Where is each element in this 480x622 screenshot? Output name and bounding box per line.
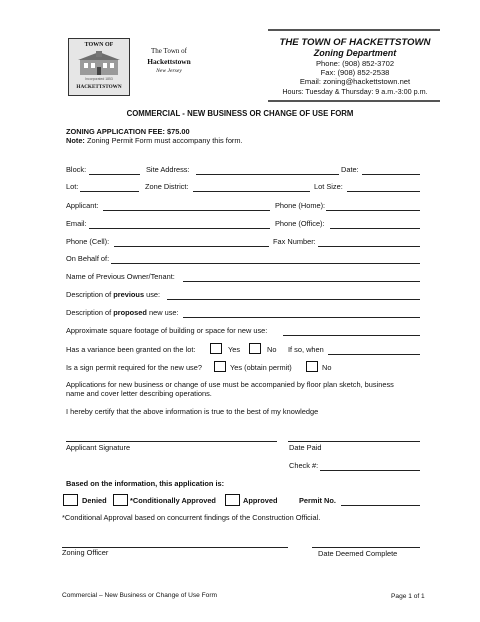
permit-number-field[interactable] (341, 505, 420, 506)
block-label: Block: (66, 165, 87, 174)
previous-use-label (66, 291, 160, 298)
proposed-use-bold: proposed (113, 308, 147, 317)
check-number-label: Check #: (289, 461, 319, 470)
phone-cell-label: Phone (Cell): (66, 237, 110, 246)
block-field[interactable] (89, 174, 140, 175)
square-footage-label: Approximate square footage of building or space for new use: (66, 326, 268, 335)
site-address-label: Site Address: (146, 165, 190, 174)
sign-yes-label: Yes (obtain permit) (230, 363, 292, 372)
proposed-use-pre: Description of (66, 308, 114, 317)
date-deemed-complete-field[interactable] (312, 547, 420, 548)
logo-line-2: Incorporated 1853 (85, 77, 113, 81)
application-fee: ZONING APPLICATION FEE: $75.00 (66, 127, 190, 136)
town-name-block (134, 47, 204, 74)
town-line-2: Hackettstown (147, 57, 191, 66)
previous-owner-field[interactable] (183, 281, 420, 282)
previous-use-pre: Description of (66, 290, 114, 299)
town-line-1: The Town of (151, 47, 187, 55)
phone-home-field[interactable] (326, 210, 420, 211)
variance-no-checkbox[interactable] (249, 343, 261, 354)
date-label: Date: (341, 165, 359, 174)
site-address-field[interactable] (196, 174, 339, 175)
conditional-checkbox[interactable] (113, 494, 128, 506)
zone-district-field[interactable] (193, 191, 310, 192)
decision-heading: Based on the information, this application is: (66, 479, 225, 488)
header-title: THE TOWN OF HACKETTSTOWN (279, 37, 431, 48)
header-fax: Fax: (908) 852-2538 (320, 68, 390, 78)
previous-owner-label: Name of Previous Owner/Tenant: (66, 272, 175, 281)
variance-date-field[interactable] (328, 354, 420, 355)
certification-statement: I hereby certify that the above information is true to the best of my knowledge (66, 407, 319, 416)
phone-office-field[interactable] (330, 228, 420, 229)
proposed-use-field[interactable] (183, 317, 420, 318)
applications-note-line-2: name and cover letter describing operations. (66, 389, 212, 398)
header-dept: Zoning Department (313, 48, 397, 58)
fax-number-label: Fax Number: (273, 237, 316, 246)
variance-yes-checkbox[interactable] (210, 343, 222, 354)
approved-label: Approved (243, 496, 278, 505)
on-behalf-field[interactable] (111, 263, 420, 264)
note-label: Note: (66, 136, 85, 145)
lot-label: Lot: (66, 182, 79, 191)
applications-note-line-1: Applications for new business or change of use must be accompanied by floor plan sketch, business (66, 380, 394, 389)
variance-yes-label: Yes (228, 345, 241, 354)
approved-checkbox[interactable] (225, 494, 240, 506)
zoning-officer-label: Zoning Officer (62, 548, 109, 557)
form-title: COMMERCIAL - NEW BUSINESS OR CHANGE OF USE FORM (126, 109, 354, 118)
town-hall-building-icon (78, 51, 120, 75)
variance-question: Has a variance been granted on the lot: (66, 345, 196, 354)
header-bottom-rule (268, 100, 440, 102)
header-phone: Phone: (908) 852-3702 (315, 59, 395, 68)
sign-yes-checkbox[interactable] (214, 361, 226, 372)
denied-checkbox[interactable] (63, 494, 78, 506)
fax-number-field[interactable] (318, 246, 420, 247)
sign-no-label: No (322, 363, 332, 372)
form-note (66, 137, 243, 144)
date-field[interactable] (362, 174, 420, 175)
logo-line-3: HACKETTSTOWN (76, 84, 122, 90)
footer-page-number: Page 1 of 1 (391, 593, 425, 600)
email-label: Email: (66, 219, 87, 228)
previous-use-bold: previous (113, 290, 145, 299)
sign-permit-question: Is a sign permit required for the new use? (66, 363, 202, 372)
phone-office-label: Phone (Office): (275, 219, 325, 228)
check-number-field[interactable] (320, 470, 420, 471)
date-deemed-complete-label: Date Deemed Complete (318, 549, 398, 558)
header-hours: Hours: Tuesday & Thursday: 9 a.m.-3:00 p.m. (282, 86, 428, 96)
note-text: Zoning Permit Form must accompany this form. (84, 136, 243, 145)
town-seal-logo (68, 38, 130, 96)
zone-district-label: Zone District: (145, 182, 189, 191)
applicant-signature-label: Applicant Signature (66, 443, 131, 452)
footer-form-name: Commercial – New Business or Change of Use Form (62, 592, 218, 599)
on-behalf-label: On Behalf of: (66, 254, 110, 263)
lot-size-field[interactable] (347, 191, 420, 192)
denied-label: Denied (82, 496, 107, 505)
lot-size-label: Lot Size: (314, 182, 343, 191)
date-paid-field[interactable] (288, 441, 420, 442)
email-field[interactable] (89, 228, 270, 229)
applicant-field[interactable] (103, 210, 270, 211)
permit-number-label: Permit No. (299, 496, 336, 505)
town-line-3: New Jersey (156, 68, 182, 74)
variance-if-so-label: If so, when (288, 345, 324, 354)
applicant-label: Applicant: (66, 201, 99, 210)
variance-no-label: No (267, 345, 277, 354)
previous-use-field[interactable] (167, 299, 420, 300)
header-top-rule (268, 29, 440, 31)
date-paid-label: Date Paid (289, 443, 322, 452)
proposed-use-label (66, 309, 179, 316)
sign-no-checkbox[interactable] (306, 361, 318, 372)
lot-field[interactable] (80, 191, 139, 192)
conditional-label: *Conditionally Approved (130, 496, 216, 505)
applicant-signature-field[interactable] (66, 441, 277, 442)
square-footage-field[interactable] (283, 335, 420, 336)
phone-cell-field[interactable] (114, 246, 269, 247)
proposed-use-post: new use: (146, 308, 179, 317)
conditional-footnote: *Conditional Approval based on concurrent findings of the Construction Official. (62, 513, 321, 522)
phone-home-label: Phone (Home): (275, 201, 326, 210)
header-email: Email: zoning@hackettstown.net (299, 77, 411, 87)
logo-line-1: TOWN OF (84, 42, 114, 48)
previous-use-post: use: (144, 290, 161, 299)
department-header (262, 37, 448, 96)
